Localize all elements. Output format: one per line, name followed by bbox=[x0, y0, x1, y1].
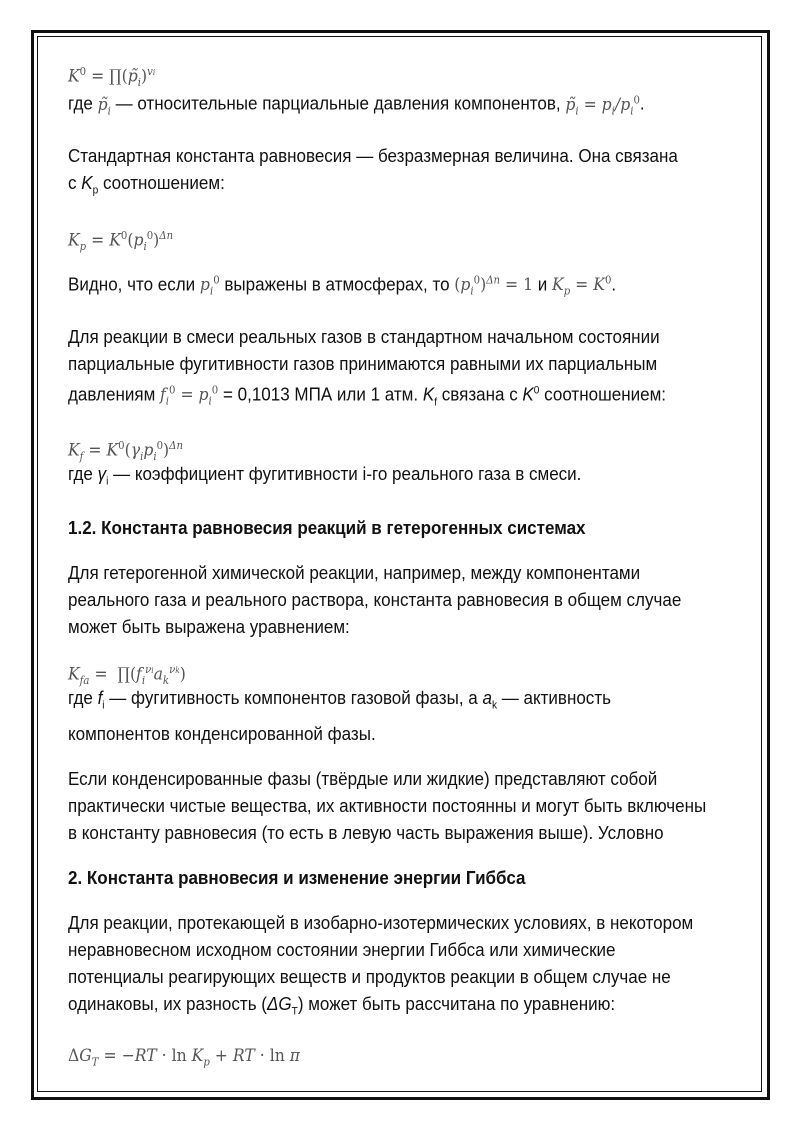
p-heterogeneous-l3: может быть выражена уравнением: bbox=[68, 615, 350, 637]
p-heterogeneous-l2: реального газа и реального раствора, константа равновесия в общем случае bbox=[68, 588, 682, 610]
p-heterogeneous-l1: Для гетерогенной химической реакции, например, между компонентами bbox=[68, 561, 641, 583]
p-atmospheres: Видно, что если $p_i^0$ выражены в атмосферах, то $(p_i^0)^{\Delta n} = 1$ и $K_p = K^0$. bbox=[68, 273, 617, 298]
p-real-gases-l3: давлениям $f_i^0 = p_i^0 = 0,1013$ МПА или 1 атм. $K_f$ связана с $K^0$ соотношением: bbox=[68, 383, 666, 409]
p-fugacity-activity-l1: где $f_i$ — фугитивность компонентов газовой фазы, а $a_k$ — активность bbox=[68, 686, 611, 712]
p-fugacity-activity-l2: компонентов конденсированной фазы. bbox=[68, 722, 376, 744]
p-real-gases-l1: Для реакции в смеси реальных газов в стандартном начальном состоянии bbox=[68, 325, 660, 347]
formula-kfa: $K_{fa}$ = $\prod(f_i^{\nu i}a_k^{\nu k})$ bbox=[68, 662, 186, 687]
p-standard-constant-l2: с $K_p$ соотношением: bbox=[68, 172, 225, 197]
formula-kf: $K_f = K^0(\gamma_ip_i^0)^{\Delta n}$ bbox=[68, 439, 183, 464]
formula-delta-g: $\Delta G_T = -RT \cdot \ln K_p$ + RT · ln π bbox=[68, 1046, 301, 1069]
p-condensed-l2: практически чистые вещества, их активности постоянны и могут быть включены bbox=[68, 794, 707, 816]
document-body bbox=[68, 58, 740, 1073]
p-condensed-l3: в константу равновесия (то есть в левую часть выражения выше). Условно bbox=[68, 821, 664, 843]
p-gibbs-l2: неравновесном исходном состоянии энергии Гиббса или химические bbox=[68, 938, 616, 960]
formula-k0: $K^0$ = $\prod(p̃_i)^{vi}$ bbox=[68, 65, 156, 90]
p-fugacity-coefficient: где $\gamma_i$ — коэффициент фугитивности i-го реального газа в смеси. bbox=[68, 463, 582, 488]
heading-gibbs: 2. Константа равновесия и изменение энергии Гиббса bbox=[68, 866, 526, 888]
heading-heterogeneous: 1.2. Константа равновесия реакций в гетерогенных системах bbox=[68, 516, 586, 538]
p-gibbs-l3: потенциалы реагирующих веществ и продуктов реакции в общем случае не bbox=[68, 965, 671, 987]
formula-kp: $K_p = K^0(p_i^0)^{\Delta n}$ bbox=[68, 228, 174, 253]
p-gibbs-l1: Для реакции, протекающей в изобарно-изотермических условиях, в некотором bbox=[68, 911, 694, 933]
math-p-ratio: $p̃_i = p_i/p_i^0$ bbox=[565, 93, 640, 118]
p-standard-constant-l1: Стандартная константа равновесия — безразмерная величина. Она связана bbox=[68, 145, 678, 167]
p-real-gases-l2: парциальные фугитивности газов принимаются равными их парциальным bbox=[68, 352, 658, 374]
p-relative-pressures: где $p̃_i$ — относительные парциальные давления компонентов, $p̃_i = p_i/p_i^0$. bbox=[68, 92, 645, 118]
math-p-tilde: $p̃_i$ bbox=[97, 94, 111, 118]
p-gibbs-l4: одинаковы, их разность $(\Delta G_T)$ может быть рассчитана по уравнению: bbox=[68, 992, 616, 1018]
p-condensed-l1: Если конденсированные фазы (твёрдые или жидкие) представляют собой bbox=[68, 767, 658, 789]
